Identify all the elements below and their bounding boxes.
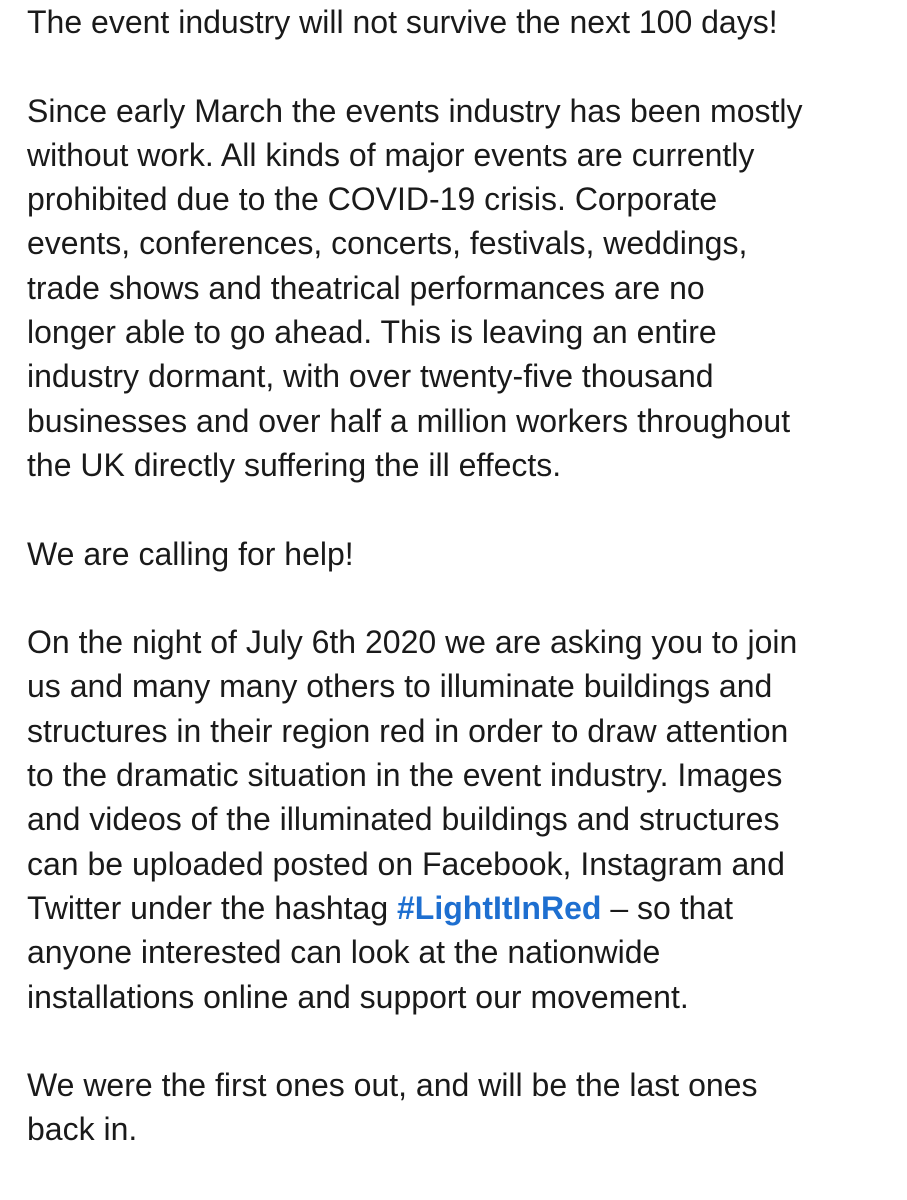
intro-line: without work. All kinds of major events are currently: [27, 136, 755, 173]
appeal-line: structures in their region red in order to draw attention: [27, 712, 789, 749]
appeal-line: installations online and support our movement.: [27, 978, 689, 1015]
appeal-line: to the dramatic situation in the event industry. Images: [27, 757, 783, 794]
appeal-line: and videos of the illuminated buildings and structures: [27, 801, 780, 838]
paragraph-gap: [27, 487, 895, 531]
appeal-line: anyone interested can look at the nationwide: [27, 934, 661, 971]
paragraph-gap: [27, 44, 895, 88]
appeal-line: can be uploaded posted on Facebook, Instagram and: [27, 845, 785, 882]
hashtag-line-after: – so that: [601, 889, 734, 926]
appeal-line: us and many many others to illuminate buildings and: [27, 668, 773, 705]
paragraph-gap: [27, 1019, 895, 1063]
intro-line: longer able to go ahead. This is leaving an entire: [27, 314, 717, 351]
intro-line: Since early March the events industry has been mostly: [27, 92, 803, 129]
intro-line: events, conferences, concerts, festivals, weddings,: [27, 225, 748, 262]
call-for-help: We are calling for help!: [27, 535, 354, 572]
hashtag-link[interactable]: #LightItInRed: [397, 889, 602, 926]
closing-line: back in.: [27, 1111, 138, 1148]
headline: The event industry will not survive the next 100 days!: [27, 4, 778, 40]
post-body: [27, 0, 895, 1152]
intro-line: industry dormant, with over twenty-five thousand: [27, 358, 714, 395]
intro-paragraph: [27, 89, 895, 488]
intro-line: the UK directly suffering the ill effects.: [27, 446, 562, 483]
appeal-paragraph: [27, 620, 895, 1019]
hashtag-line: [27, 886, 895, 930]
closing-line: We were the first ones out, and will be the last ones: [27, 1067, 758, 1104]
hashtag-line-before: Twitter under the hashtag: [27, 889, 397, 926]
appeal-line: On the night of July 6th 2020 we are asking you to join: [27, 624, 798, 661]
intro-line: businesses and over half a million workers throughout: [27, 402, 791, 439]
closing-paragraph: [27, 1063, 895, 1152]
paragraph-gap: [27, 576, 895, 620]
intro-line: prohibited due to the COVID-19 crisis. Corporate: [27, 181, 718, 218]
intro-line: trade shows and theatrical performances are no: [27, 269, 705, 306]
